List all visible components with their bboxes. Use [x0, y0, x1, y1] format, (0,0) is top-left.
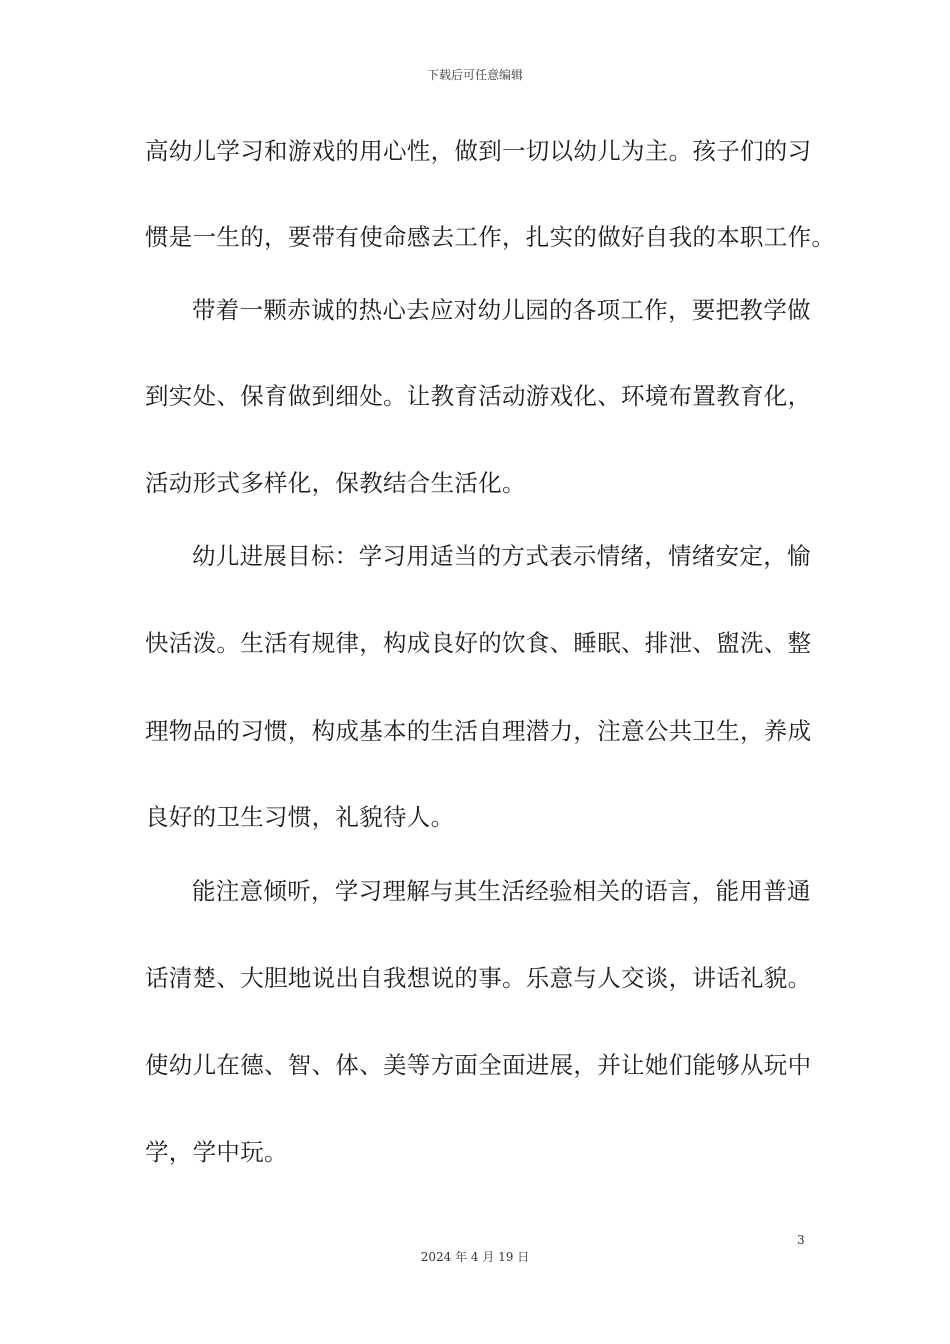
paragraph-line: 话清楚、大胆地说出自我想说的事。乐意与人交谈，讲话礼貌。 [145, 964, 812, 992]
page-number: 3 [797, 1233, 805, 1247]
paragraph-line: 学，学中玩。 [145, 1138, 288, 1166]
paragraph-line: 到实处、保育做到细处。让教育活动游戏化、环境布置教育化， [145, 382, 812, 410]
paragraph-line: 能注意倾听，学习理解与其生活经验相关的语言，能用普通 [192, 877, 811, 905]
paragraph-line: 良好的卫生习惯，礼貌待人。 [145, 803, 455, 831]
paragraph-line: 快活泼。生活有规律，构成良好的饮食、睡眠、排泄、盥洗、整 [145, 629, 812, 657]
paragraph-line: 惯是一生的，要带有使命感去工作，扎实的做好自我的本职工作。 [145, 223, 836, 251]
paragraph-line: 高幼儿学习和游戏的用心性，做到一切以幼儿为主。孩子们的习 [145, 137, 812, 165]
paragraph-line: 使幼儿在德、智、体、美等方面全面进展，并让她们能够从玩中 [145, 1051, 812, 1079]
paragraph-line: 幼儿进展目标：学习用适当的方式表示情绪，情绪安定，愉 [192, 542, 811, 570]
footer-date: 2024 年 4 月 19 日 [420, 1250, 530, 1264]
paragraph-line: 理物品的习惯，构成基本的生活自理潜力，注意公共卫生，养成 [145, 717, 812, 745]
paragraph-line: 活动形式多样化，保教结合生活化。 [145, 469, 526, 497]
page-header: 下载后可任意编辑 [426, 68, 523, 82]
paragraph-line: 带着一颗赤诚的热心去应对幼儿园的各项工作，要把教学做 [192, 296, 811, 324]
